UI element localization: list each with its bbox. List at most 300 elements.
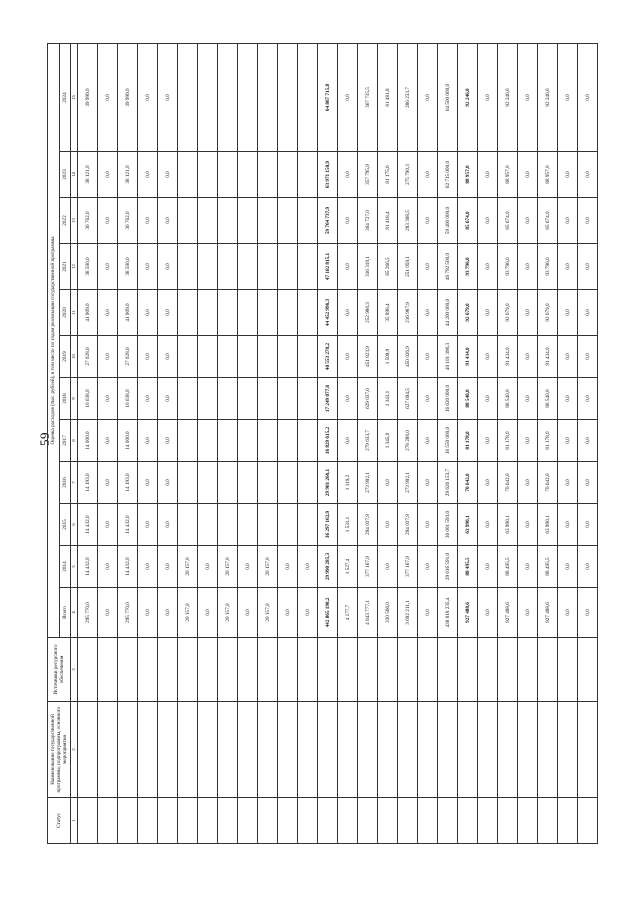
row-source bbox=[578, 638, 598, 702]
year-header: 2021 bbox=[59, 244, 71, 290]
row-year-value bbox=[298, 244, 318, 290]
table-row bbox=[78, 44, 98, 844]
row-year-value: 0,0 bbox=[338, 420, 358, 462]
row-year-value bbox=[258, 290, 278, 336]
row-year-value bbox=[198, 244, 218, 290]
row-year-value: 1 509,9 bbox=[378, 336, 398, 378]
column-number: 6 bbox=[71, 504, 78, 546]
name-header: Наименование государственной программы, подпрограммы, основного мероприятия bbox=[48, 702, 71, 798]
row-source bbox=[258, 638, 278, 702]
row-year-value: 0,0 bbox=[478, 462, 498, 504]
row-total: 927 488,6 bbox=[498, 588, 518, 638]
row-total: 4 177,7 bbox=[338, 588, 358, 638]
row-status bbox=[558, 798, 578, 844]
table-row bbox=[98, 44, 118, 844]
row-source bbox=[438, 638, 458, 702]
page-number: 59 bbox=[37, 432, 52, 446]
row-year-value bbox=[178, 462, 198, 504]
row-year-value: 278 288,0 bbox=[398, 420, 418, 462]
row-year-value bbox=[298, 336, 318, 378]
table-row bbox=[358, 44, 378, 844]
row-year-value: 0,0 bbox=[138, 546, 158, 588]
row-year-value: 0,0 bbox=[138, 44, 158, 152]
row-source bbox=[298, 638, 318, 702]
row-year-value: 0,0 bbox=[158, 290, 178, 336]
row-year-value bbox=[278, 336, 298, 378]
row-year-value: 0,0 bbox=[478, 420, 498, 462]
row-status bbox=[458, 798, 478, 844]
row-year-value: 38 121,0 bbox=[78, 152, 98, 198]
row-year-value: 0,0 bbox=[98, 244, 118, 290]
row-year-value bbox=[278, 420, 298, 462]
row-year-value: 36 762,0 bbox=[78, 198, 98, 244]
row-year-value: 70 642,0 bbox=[498, 462, 518, 504]
row-name bbox=[538, 702, 558, 798]
row-year-value: 0,0 bbox=[378, 504, 398, 546]
row-year-value: 92 679,0 bbox=[538, 290, 558, 336]
row-year-value: 0,0 bbox=[98, 462, 118, 504]
row-status bbox=[238, 798, 258, 844]
row-total: 20 157,0 bbox=[218, 588, 238, 638]
row-year-value: 0,0 bbox=[518, 546, 538, 588]
row-year-value bbox=[298, 44, 318, 152]
row-year-value: 0,0 bbox=[98, 546, 118, 588]
row-name bbox=[158, 702, 178, 798]
row-year-value: 0,0 bbox=[138, 504, 158, 546]
row-year-value: 93 796,0 bbox=[458, 244, 478, 290]
row-year-value: 85 674,0 bbox=[538, 198, 558, 244]
row-year-value: 1 343,1 bbox=[378, 378, 398, 420]
total-header: Всего bbox=[59, 588, 71, 638]
column-number: 7 bbox=[71, 462, 78, 504]
row-year-value: 0,0 bbox=[98, 504, 118, 546]
row-year-value: 0,0 bbox=[558, 152, 578, 198]
row-status bbox=[438, 798, 458, 844]
table-row bbox=[518, 44, 538, 844]
table-row bbox=[278, 44, 298, 844]
row-year-value bbox=[218, 336, 238, 378]
row-year-value: 29 626 153,7 bbox=[438, 462, 458, 504]
row-year-value: 20 157,0 bbox=[218, 546, 238, 588]
row-status bbox=[298, 798, 318, 844]
row-year-value: 64 867 715,8 bbox=[318, 44, 338, 152]
row-year-value: 0,0 bbox=[278, 546, 298, 588]
row-year-value: 38 500,0 bbox=[118, 244, 138, 290]
row-source bbox=[118, 638, 138, 702]
row-status bbox=[258, 798, 278, 844]
row-source bbox=[198, 638, 218, 702]
row-source bbox=[158, 638, 178, 702]
row-year-value: 20 157,0 bbox=[178, 546, 198, 588]
row-name bbox=[398, 702, 418, 798]
table-row bbox=[158, 44, 178, 844]
budget-table bbox=[47, 43, 598, 844]
row-year-value bbox=[178, 44, 198, 152]
row-year-value bbox=[178, 336, 198, 378]
row-year-value: 0,0 bbox=[558, 420, 578, 462]
row-year-value: 29 901 266,1 bbox=[318, 462, 338, 504]
row-year-value: 0,0 bbox=[98, 336, 118, 378]
row-year-value: 0,0 bbox=[558, 198, 578, 244]
row-year-value: 273 992,1 bbox=[398, 462, 418, 504]
table-row bbox=[318, 44, 338, 844]
row-year-value: 92 246,0 bbox=[538, 44, 558, 152]
row-name bbox=[478, 702, 498, 798]
column-number: 3 bbox=[71, 638, 78, 702]
table-row bbox=[458, 44, 478, 844]
row-year-value: 357 795,9 bbox=[358, 152, 378, 198]
row-year-value: 0,0 bbox=[158, 504, 178, 546]
row-year-value: 0,0 bbox=[418, 152, 438, 198]
row-year-value: 38 121,0 bbox=[118, 152, 138, 198]
row-year-value: 39 999,0 bbox=[78, 44, 98, 152]
row-year-value: 1 345,0 bbox=[378, 420, 398, 462]
row-year-value: 364 727,0 bbox=[358, 198, 378, 244]
row-year-value: 1 119,2 bbox=[338, 462, 358, 504]
row-total: 0,0 bbox=[558, 588, 578, 638]
row-total: 0,0 bbox=[518, 588, 538, 638]
row-year-value bbox=[298, 290, 318, 336]
column-number: 13 bbox=[71, 198, 78, 244]
row-year-value bbox=[178, 504, 198, 546]
row-year-value: 629 037,6 bbox=[358, 378, 378, 420]
row-year-value bbox=[278, 290, 298, 336]
row-year-value: 275 790,3 bbox=[398, 152, 418, 198]
column-number: 15 bbox=[71, 44, 78, 152]
row-name bbox=[138, 702, 158, 798]
row-year-value: 0,0 bbox=[98, 420, 118, 462]
column-number: 10 bbox=[71, 336, 78, 378]
row-year-value: 81 418,4 bbox=[378, 198, 398, 244]
row-year-value: 36 762,0 bbox=[118, 198, 138, 244]
row-year-value: 91 434,0 bbox=[458, 336, 478, 378]
row-year-value bbox=[218, 504, 238, 546]
row-year-value: 0,0 bbox=[98, 152, 118, 198]
row-year-value: 59 400 000,0 bbox=[438, 198, 458, 244]
row-year-value bbox=[298, 152, 318, 198]
row-name bbox=[118, 702, 138, 798]
row-year-value bbox=[178, 420, 198, 462]
row-total: 927 488,6 bbox=[538, 588, 558, 638]
row-status bbox=[478, 798, 498, 844]
row-year-value: 0,0 bbox=[478, 336, 498, 378]
row-name bbox=[98, 702, 118, 798]
row-total: 0,0 bbox=[578, 588, 598, 638]
row-year-value: 0,0 bbox=[418, 44, 438, 152]
row-year-value bbox=[278, 504, 298, 546]
row-year-value: 0,0 bbox=[158, 546, 178, 588]
row-year-value: 451 823,9 bbox=[358, 336, 378, 378]
row-year-value: 88 540,0 bbox=[538, 378, 558, 420]
row-total: 927 488,6 bbox=[458, 588, 478, 638]
row-year-value bbox=[218, 244, 238, 290]
row-year-value: 0,0 bbox=[518, 198, 538, 244]
row-year-value: 0,0 bbox=[558, 244, 578, 290]
row-year-value: 59 764 737,9 bbox=[318, 198, 338, 244]
row-year-value bbox=[238, 504, 258, 546]
row-year-value: 14 432,0 bbox=[78, 546, 98, 588]
row-source bbox=[518, 638, 538, 702]
row-status bbox=[198, 798, 218, 844]
row-source bbox=[358, 638, 378, 702]
row-source bbox=[398, 638, 418, 702]
row-year-value: 63 971 150,9 bbox=[318, 152, 338, 198]
row-year-value: 64 500 000,0 bbox=[438, 44, 458, 152]
row-year-value: 0,0 bbox=[418, 378, 438, 420]
row-year-value: 0,0 bbox=[478, 378, 498, 420]
table-row bbox=[438, 44, 458, 844]
row-year-value: 47 102 815,1 bbox=[318, 244, 338, 290]
row-year-value: 0,0 bbox=[418, 198, 438, 244]
row-year-value bbox=[278, 152, 298, 198]
row-status bbox=[358, 798, 378, 844]
row-year-value: 29 990 285,3 bbox=[318, 546, 338, 588]
row-year-value: 0,0 bbox=[518, 378, 538, 420]
table-row bbox=[198, 44, 218, 844]
column-number: 14 bbox=[71, 152, 78, 198]
row-year-value: 14 432,0 bbox=[118, 546, 138, 588]
row-year-value: 0,0 bbox=[138, 290, 158, 336]
row-year-value bbox=[218, 152, 238, 198]
row-total: 0,0 bbox=[198, 588, 218, 638]
row-year-value: 0,0 bbox=[578, 504, 598, 546]
row-year-value bbox=[178, 244, 198, 290]
row-year-value: 0,0 bbox=[578, 44, 598, 152]
table-row bbox=[378, 44, 398, 844]
row-year-value bbox=[238, 198, 258, 244]
row-name bbox=[458, 702, 478, 798]
row-year-value: 0,0 bbox=[158, 462, 178, 504]
row-year-value bbox=[258, 462, 278, 504]
row-name bbox=[358, 702, 378, 798]
row-total: 3 692 211,1 bbox=[398, 588, 418, 638]
row-year-value: 88 957,0 bbox=[458, 152, 478, 198]
row-name bbox=[238, 702, 258, 798]
row-name bbox=[518, 702, 538, 798]
row-source bbox=[98, 638, 118, 702]
row-year-value: 0,0 bbox=[378, 546, 398, 588]
row-year-value: 14 193,0 bbox=[118, 462, 138, 504]
row-year-value bbox=[258, 198, 278, 244]
row-name bbox=[278, 702, 298, 798]
row-year-value: 0,0 bbox=[338, 152, 358, 198]
row-year-value: 92 679,0 bbox=[498, 290, 518, 336]
row-name bbox=[178, 702, 198, 798]
row-status bbox=[318, 798, 338, 844]
row-year-value: 88 540,0 bbox=[498, 378, 518, 420]
row-year-value: 14 000,0 bbox=[78, 420, 98, 462]
row-year-value bbox=[298, 462, 318, 504]
year-header: 2014 bbox=[59, 546, 71, 588]
row-year-value: 85 674,0 bbox=[458, 198, 478, 244]
row-status bbox=[158, 798, 178, 844]
row-year-value: 92 246,0 bbox=[498, 44, 518, 152]
row-year-value: 0,0 bbox=[138, 420, 158, 462]
row-status bbox=[418, 798, 438, 844]
table-row bbox=[418, 44, 438, 844]
row-year-value: 0,0 bbox=[338, 198, 358, 244]
row-year-value bbox=[238, 244, 258, 290]
row-source bbox=[218, 638, 238, 702]
row-year-value: 0,0 bbox=[478, 546, 498, 588]
row-year-value bbox=[218, 378, 238, 420]
row-year-value: 0,0 bbox=[138, 198, 158, 244]
row-name bbox=[198, 702, 218, 798]
row-year-value bbox=[238, 290, 258, 336]
row-year-value: 81 178,0 bbox=[498, 420, 518, 462]
row-year-value: 65 266,5 bbox=[378, 244, 398, 290]
row-year-value: 16 620 000,0 bbox=[438, 378, 458, 420]
row-year-value: 44 452 996,3 bbox=[318, 290, 338, 336]
row-year-value: 252 986,3 bbox=[358, 290, 378, 336]
row-year-value: 38 500,0 bbox=[78, 244, 98, 290]
row-year-value: 93 796,0 bbox=[498, 244, 518, 290]
row-year-value: 0,0 bbox=[338, 336, 358, 378]
row-year-value bbox=[238, 152, 258, 198]
row-year-value bbox=[298, 504, 318, 546]
row-year-value: 283 308,5 bbox=[398, 198, 418, 244]
row-year-value: 0,0 bbox=[158, 378, 178, 420]
row-year-value: 0,0 bbox=[558, 336, 578, 378]
row-year-value: 0,0 bbox=[478, 504, 498, 546]
table-body bbox=[78, 44, 598, 844]
row-status bbox=[578, 798, 598, 844]
row-year-value: 627 694,5 bbox=[398, 378, 418, 420]
row-total: 442 865 190,2 bbox=[318, 588, 338, 638]
row-source bbox=[538, 638, 558, 702]
row-year-value: 450 026,9 bbox=[398, 336, 418, 378]
row-year-value: 0,0 bbox=[138, 336, 158, 378]
row-year-value: 16 829 615,2 bbox=[318, 420, 338, 462]
row-year-value bbox=[198, 198, 218, 244]
row-year-value: 46 792 500,0 bbox=[438, 244, 458, 290]
row-year-value: 0,0 bbox=[578, 290, 598, 336]
row-year-value: 0,0 bbox=[418, 462, 438, 504]
row-year-value: 36 297 162,9 bbox=[318, 504, 338, 546]
row-status bbox=[278, 798, 298, 844]
row-year-value: 35 898,4 bbox=[378, 290, 398, 336]
row-year-value: 63 990,1 bbox=[538, 504, 558, 546]
row-year-value: 0,0 bbox=[478, 198, 498, 244]
row-total: 0,0 bbox=[238, 588, 258, 638]
row-source bbox=[418, 638, 438, 702]
row-status bbox=[98, 798, 118, 844]
row-name bbox=[318, 702, 338, 798]
row-source bbox=[318, 638, 338, 702]
row-year-value bbox=[298, 420, 318, 462]
row-year-value: 0,0 bbox=[158, 44, 178, 152]
row-year-value bbox=[258, 44, 278, 152]
row-year-value: 63 990,1 bbox=[458, 504, 478, 546]
table-row bbox=[138, 44, 158, 844]
row-year-value: 27 028,0 bbox=[118, 336, 138, 378]
row-year-value: 29 616 591,0 bbox=[438, 546, 458, 588]
column-number: 9 bbox=[71, 378, 78, 420]
row-year-value bbox=[238, 336, 258, 378]
row-name bbox=[498, 702, 518, 798]
row-status bbox=[178, 798, 198, 844]
row-total: 0,0 bbox=[138, 588, 158, 638]
row-total: 0,0 bbox=[158, 588, 178, 638]
row-year-value: 0,0 bbox=[478, 244, 498, 290]
row-year-value: 0,0 bbox=[98, 44, 118, 152]
row-status bbox=[118, 798, 138, 844]
row-year-value: 0,0 bbox=[518, 336, 538, 378]
row-total: 0,0 bbox=[278, 588, 298, 638]
row-name bbox=[338, 702, 358, 798]
status-header: Статус bbox=[48, 798, 71, 844]
row-year-value: 85 674,0 bbox=[498, 198, 518, 244]
row-year-value bbox=[198, 290, 218, 336]
row-source bbox=[378, 638, 398, 702]
row-year-value: 0,0 bbox=[578, 462, 598, 504]
table-row bbox=[578, 44, 598, 844]
row-total: 295 770,0 bbox=[78, 588, 98, 638]
row-year-value: 20 157,0 bbox=[258, 546, 278, 588]
row-year-value bbox=[218, 290, 238, 336]
row-year-value: 0,0 bbox=[558, 504, 578, 546]
row-year-value: 92 679,0 bbox=[458, 290, 478, 336]
row-year-value: 40 553 270,2 bbox=[318, 336, 338, 378]
row-year-value bbox=[198, 420, 218, 462]
row-year-value: 0,0 bbox=[418, 504, 438, 546]
row-status bbox=[78, 798, 98, 844]
row-year-value bbox=[278, 378, 298, 420]
row-year-value: 0,0 bbox=[418, 420, 438, 462]
row-year-value: 0,0 bbox=[238, 546, 258, 588]
row-source bbox=[458, 638, 478, 702]
row-source bbox=[278, 638, 298, 702]
row-year-value bbox=[198, 152, 218, 198]
row-name bbox=[558, 702, 578, 798]
row-year-value: 40 101 396,3 bbox=[438, 336, 458, 378]
row-year-value: 0,0 bbox=[138, 378, 158, 420]
row-year-value: 41 909,0 bbox=[78, 290, 98, 336]
row-total: 295 770,0 bbox=[118, 588, 138, 638]
row-year-value: 0,0 bbox=[518, 462, 538, 504]
row-year-value: 81 481,8 bbox=[378, 44, 398, 152]
row-year-value: 81 178,0 bbox=[538, 420, 558, 462]
row-year-value: 0,0 bbox=[198, 546, 218, 588]
table-row bbox=[258, 44, 278, 844]
row-year-value: 0,0 bbox=[98, 290, 118, 336]
row-year-value bbox=[278, 462, 298, 504]
row-source bbox=[78, 638, 98, 702]
row-name bbox=[298, 702, 318, 798]
table-row bbox=[298, 44, 318, 844]
row-year-value: 367 715,5 bbox=[358, 44, 378, 152]
row-year-value: 0,0 bbox=[338, 244, 358, 290]
row-total: 0,0 bbox=[478, 588, 498, 638]
row-year-value: 294 037,9 bbox=[358, 504, 378, 546]
row-source bbox=[478, 638, 498, 702]
row-year-value: 251 059,1 bbox=[398, 244, 418, 290]
row-year-value: 17 249 077,6 bbox=[318, 378, 338, 420]
row-year-value bbox=[258, 378, 278, 420]
row-total: 0,0 bbox=[98, 588, 118, 638]
row-year-value: 0,0 bbox=[558, 290, 578, 336]
row-year-value bbox=[258, 152, 278, 198]
row-year-value bbox=[278, 44, 298, 152]
row-year-value: 41 909,0 bbox=[118, 290, 138, 336]
row-year-value: 88 540,0 bbox=[458, 378, 478, 420]
year-header: 2023 bbox=[59, 152, 71, 198]
row-year-value: 93 796,0 bbox=[538, 244, 558, 290]
row-year-value: 63 990,1 bbox=[498, 504, 518, 546]
row-status bbox=[518, 798, 538, 844]
row-year-value bbox=[278, 198, 298, 244]
row-year-value: 279 633,7 bbox=[358, 420, 378, 462]
